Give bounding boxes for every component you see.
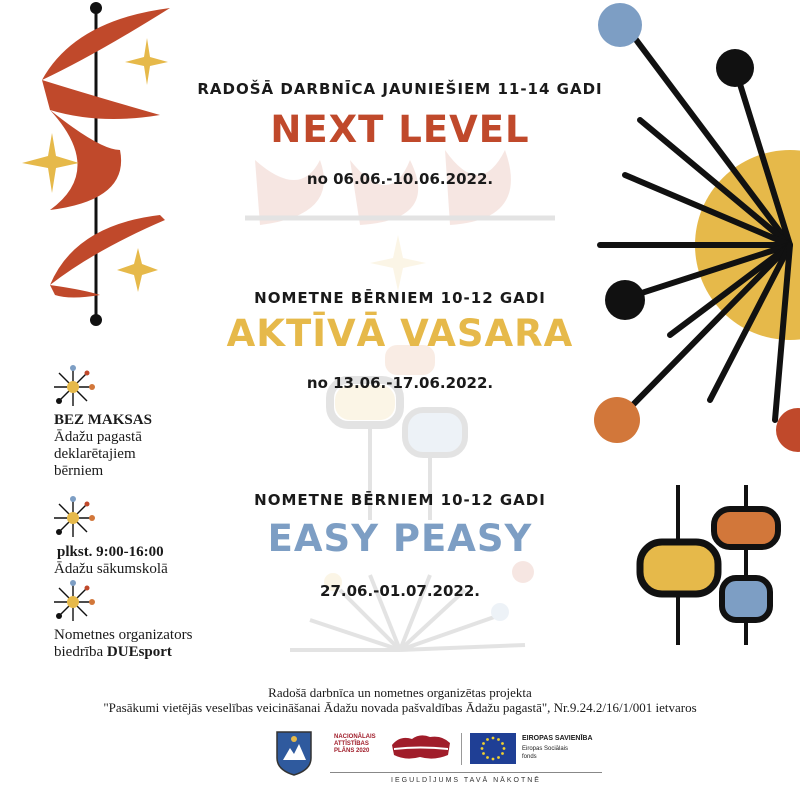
event-1-subtitle: RADOŠĀ DARBNĪCA JAUNIEŠIEM 11-14 GADI bbox=[197, 80, 603, 98]
info-organizer-line1: Nometnes organizators bbox=[54, 627, 193, 643]
sparkle-icon bbox=[52, 497, 94, 539]
adazi-coat-of-arms-icon bbox=[275, 730, 313, 776]
event-3-title: EASY PEASY bbox=[267, 517, 533, 560]
event-2-dates: no 13.06.-17.06.2022. bbox=[306, 374, 494, 392]
info-time-heading: plkst. 9:00-16:00 bbox=[57, 544, 164, 560]
latvia-map-icon bbox=[390, 733, 452, 763]
slogan-rule bbox=[330, 772, 602, 773]
info-free-heading: BEZ MAKSAS bbox=[54, 412, 152, 428]
eu-fund-line1: Eiropas Sociālais bbox=[522, 746, 569, 752]
nap-line1: NACIONĀLAIS bbox=[334, 734, 376, 740]
eu-flag-icon bbox=[470, 733, 516, 764]
info-organizer bbox=[54, 627, 192, 661]
info-time bbox=[54, 544, 168, 578]
event-2-title: AKTĪVĀ VASARA bbox=[226, 312, 574, 355]
eu-fund-line2: fonds bbox=[522, 754, 537, 760]
footer-line1: Radošā darbnīca un nometnes organizētas projekta bbox=[268, 685, 532, 700]
footer-line2: "Pasākumi vietējās veselības veicināšanai Ādažu novada pašvaldības Ādažu pagastā", Nr.9.24.2/16/1/001 ietvaros bbox=[103, 700, 697, 715]
info-organizer-name: DUEsport bbox=[106, 644, 172, 660]
slogan: IEGULDĪJUMS TAVĀ NĀKOTNĒ bbox=[391, 777, 541, 784]
sparkle-icon bbox=[52, 366, 94, 408]
event-3-dates: 27.06.-01.07.2022. bbox=[320, 582, 480, 600]
logo-divider bbox=[461, 733, 462, 765]
eu-logo-text bbox=[522, 734, 602, 761]
event-1-title: NEXT LEVEL bbox=[270, 108, 530, 151]
nap-line3: PLĀNS 2020 bbox=[334, 748, 370, 754]
info-free-line1: Ādažu pagastā bbox=[54, 429, 142, 445]
info-organizer-prefix: biedrība bbox=[54, 644, 107, 660]
event-2-subtitle: NOMETNE BĒRNIEM 10-12 GADI bbox=[254, 289, 546, 307]
event-1-dates: no 06.06.-10.06.2022. bbox=[306, 170, 494, 188]
sparkle-icon bbox=[52, 581, 94, 623]
info-free-line3: bērniem bbox=[54, 463, 104, 479]
event-3-subtitle: NOMETNE BĒRNIEM 10-12 GADI bbox=[254, 491, 546, 509]
info-free bbox=[54, 412, 152, 480]
info-free-line2: deklarētajiem bbox=[54, 446, 136, 462]
nap-logo bbox=[334, 734, 389, 755]
nap-line2: ATTĪSTĪBAS bbox=[334, 741, 369, 747]
info-time-line1: Ādažu sākumskolā bbox=[54, 561, 168, 577]
eu-title: EIROPAS SAVIENĪBA bbox=[522, 735, 593, 742]
